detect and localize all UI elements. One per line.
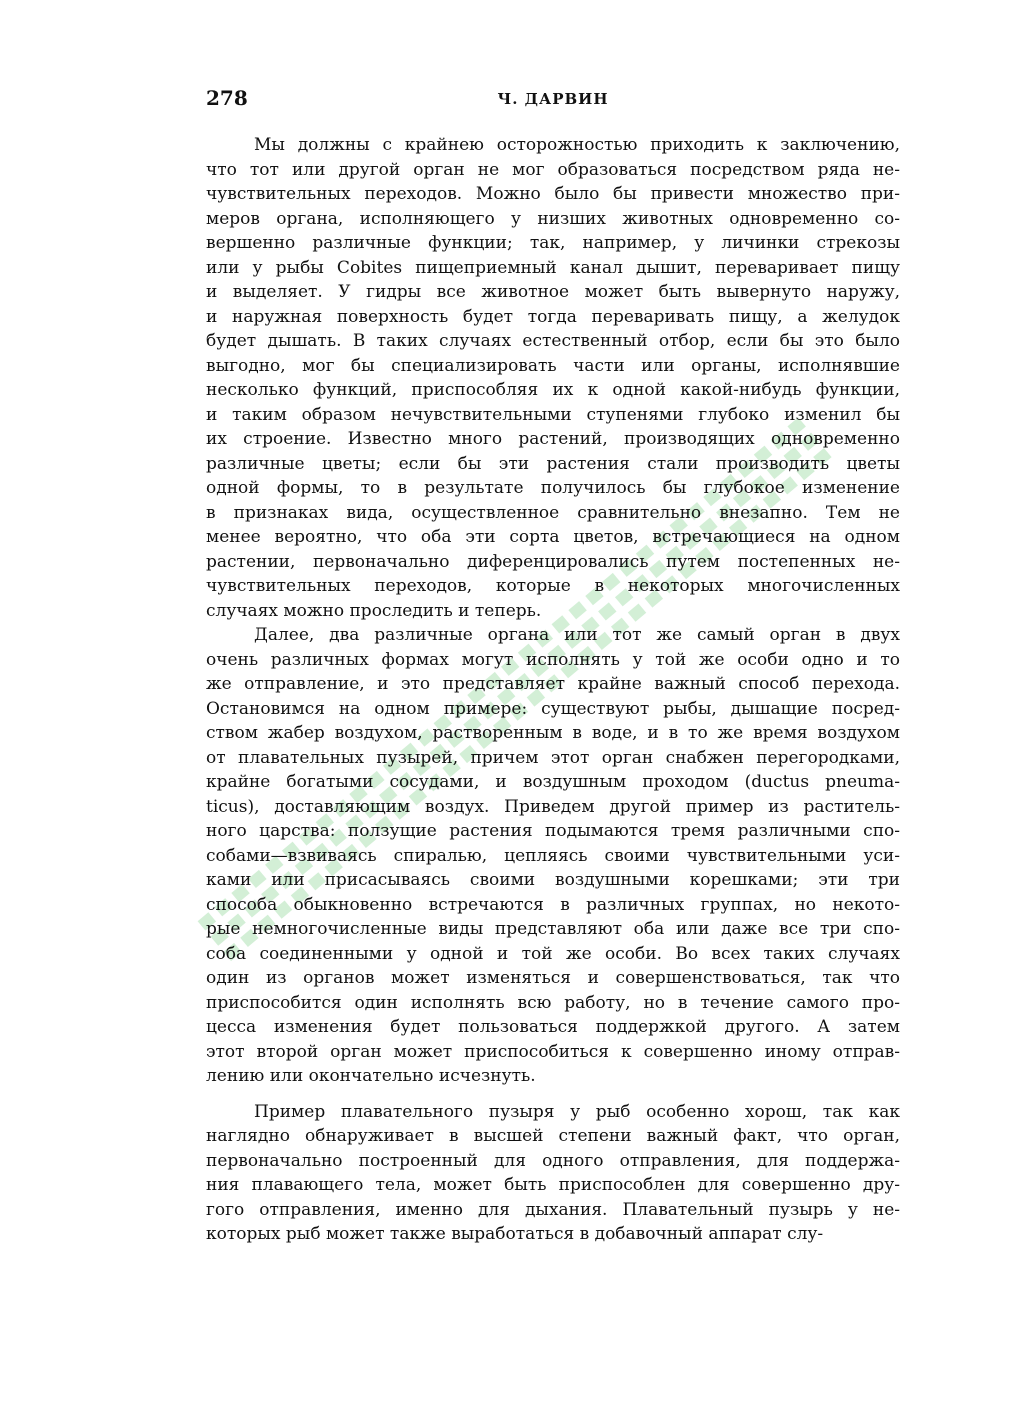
text-line: чувствительных переходов, которые в некоторых многочисленных <box>206 576 900 596</box>
text-line: и наружная поверхность будет тогда переваривать пищу, а желудок <box>206 306 900 327</box>
text-line: меров органа, исполняющего у низших животных одновременно со- <box>206 208 900 229</box>
text-line: Остановимся на одном примере: существуют рыбы, дышащие посред- <box>206 698 900 719</box>
text-line: очень различных формах могут исполнять у той же особи одно и то <box>206 649 900 670</box>
text-line: один из органов может изменяться и совершенствоваться, так что <box>206 968 900 988</box>
page-header <box>206 86 900 116</box>
text-line: способа обыкновенно встречаются в различных группах, но некото- <box>206 894 900 915</box>
text-line: Пример плавательного пузыря у рыб особенно хорош, так как <box>254 1101 900 1122</box>
text-line: Далее, два различные органа или тот же самый орган в двух <box>254 625 900 645</box>
text-line: менее вероятно, что оба эти сорта цветов, встречающиеся на одном <box>206 527 900 547</box>
text-line: и таким образом нечувствительными ступенями глубоко изменил бы <box>206 404 900 425</box>
text-line: ного царства: ползущие растения подымаются тремя различными спо- <box>206 821 900 841</box>
text-line: от плавательных пузырей, причем этот орган снабжен перегородками, <box>206 747 900 768</box>
text-line: одной формы, то в результате получилось бы глубокое изменение <box>206 478 900 498</box>
text-line: их строение. Известно много растений, производящих одновременно <box>206 429 900 449</box>
text-line: различные цветы; если бы эти растения стали производить цветы <box>206 453 900 474</box>
text-line: крайне богатыми сосудами, и воздушным проходом (ductus pneuma- <box>206 772 900 792</box>
text-line: гого отправления, именно для дыхания. Плавательный пузырь у не- <box>206 1199 900 1220</box>
text-line: в признаках вида, осуществленное сравнительно внезапно. Тем не <box>206 502 900 523</box>
text-line: или у рыбы Cobites пищеприемный канал дышит, переваривает пищу <box>206 257 900 278</box>
text-line: цесса изменения будет пользоваться поддержкой другого. А затем <box>206 1017 900 1037</box>
text-line: лению или окончательно исчезнуть. <box>206 1066 536 1086</box>
running-head: Ч. ДАРВИН <box>497 90 609 108</box>
text-line: этот второй орган может приспособиться к совершенно иному отправ- <box>206 1041 900 1062</box>
text-line: же отправление, и это представляет крайне важный способ перехода. <box>206 674 900 694</box>
text-line: чувствительных переходов. Можно было бы привести множество при- <box>206 184 900 204</box>
text-line: ством жабер воздухом, растворенным в воде, и в то же время воздухом <box>206 723 900 743</box>
paragraph <box>206 1100 900 1247</box>
paragraph-gap <box>206 1089 900 1100</box>
text-line: выгодно, мог бы специализировать части или органы, исполнявшие <box>206 355 900 376</box>
text-line: первоначально построенный для одного отправления, для поддержа- <box>206 1150 900 1171</box>
text-line: несколько функций, приспособляя их к одной какой-нибудь функции, <box>206 380 900 400</box>
page-number: 278 <box>206 86 248 110</box>
text-line: Мы должны с крайнею осторожностью приходить к заключению, <box>254 135 900 155</box>
text-line: будет дышать. В таких случаях естественный отбор, если бы это было <box>206 331 900 351</box>
text-line: ками или присасываясь своими воздушными корешками; эти три <box>206 870 900 890</box>
text-line: собами—взвиваясь спиралью, цепляясь своими чувствительными уси- <box>206 845 900 866</box>
text-line: приспособится один исполнять всю работу, но в течение самого про- <box>206 992 900 1013</box>
paragraph <box>206 133 900 623</box>
text-line: которых рыб может также выработаться в добавочный аппарат слу- <box>206 1224 824 1244</box>
text-line: вершенно различные функции; так, например, у личинки стрекозы <box>206 233 900 253</box>
text-line: соба соединенными у одной и той же особи. Во всех таких случаях <box>206 943 900 964</box>
text-line: случаях можно проследить и теперь. <box>206 600 542 621</box>
text-line: ния плавающего тела, может быть приспособлен для совершенно дру- <box>206 1175 900 1195</box>
text-line: наглядно обнаруживает в высшей степени важный факт, что орган, <box>206 1126 900 1146</box>
text-line: ticus), доставляющим воздух. Приведем другой пример из раститель- <box>206 796 900 817</box>
text-line: что тот или другой орган не мог образоваться посредством ряда не- <box>206 159 900 180</box>
paragraph <box>206 623 900 1089</box>
text-line: растении, первоначально диференцировались путем постепенных не- <box>206 551 900 572</box>
text-line: и выделяет. У гидры все животное может быть вывернуто наружу, <box>206 282 900 302</box>
body-text <box>206 133 900 1247</box>
text-line: рые немногочисленные виды представляют оба или даже все три спо- <box>206 919 900 939</box>
